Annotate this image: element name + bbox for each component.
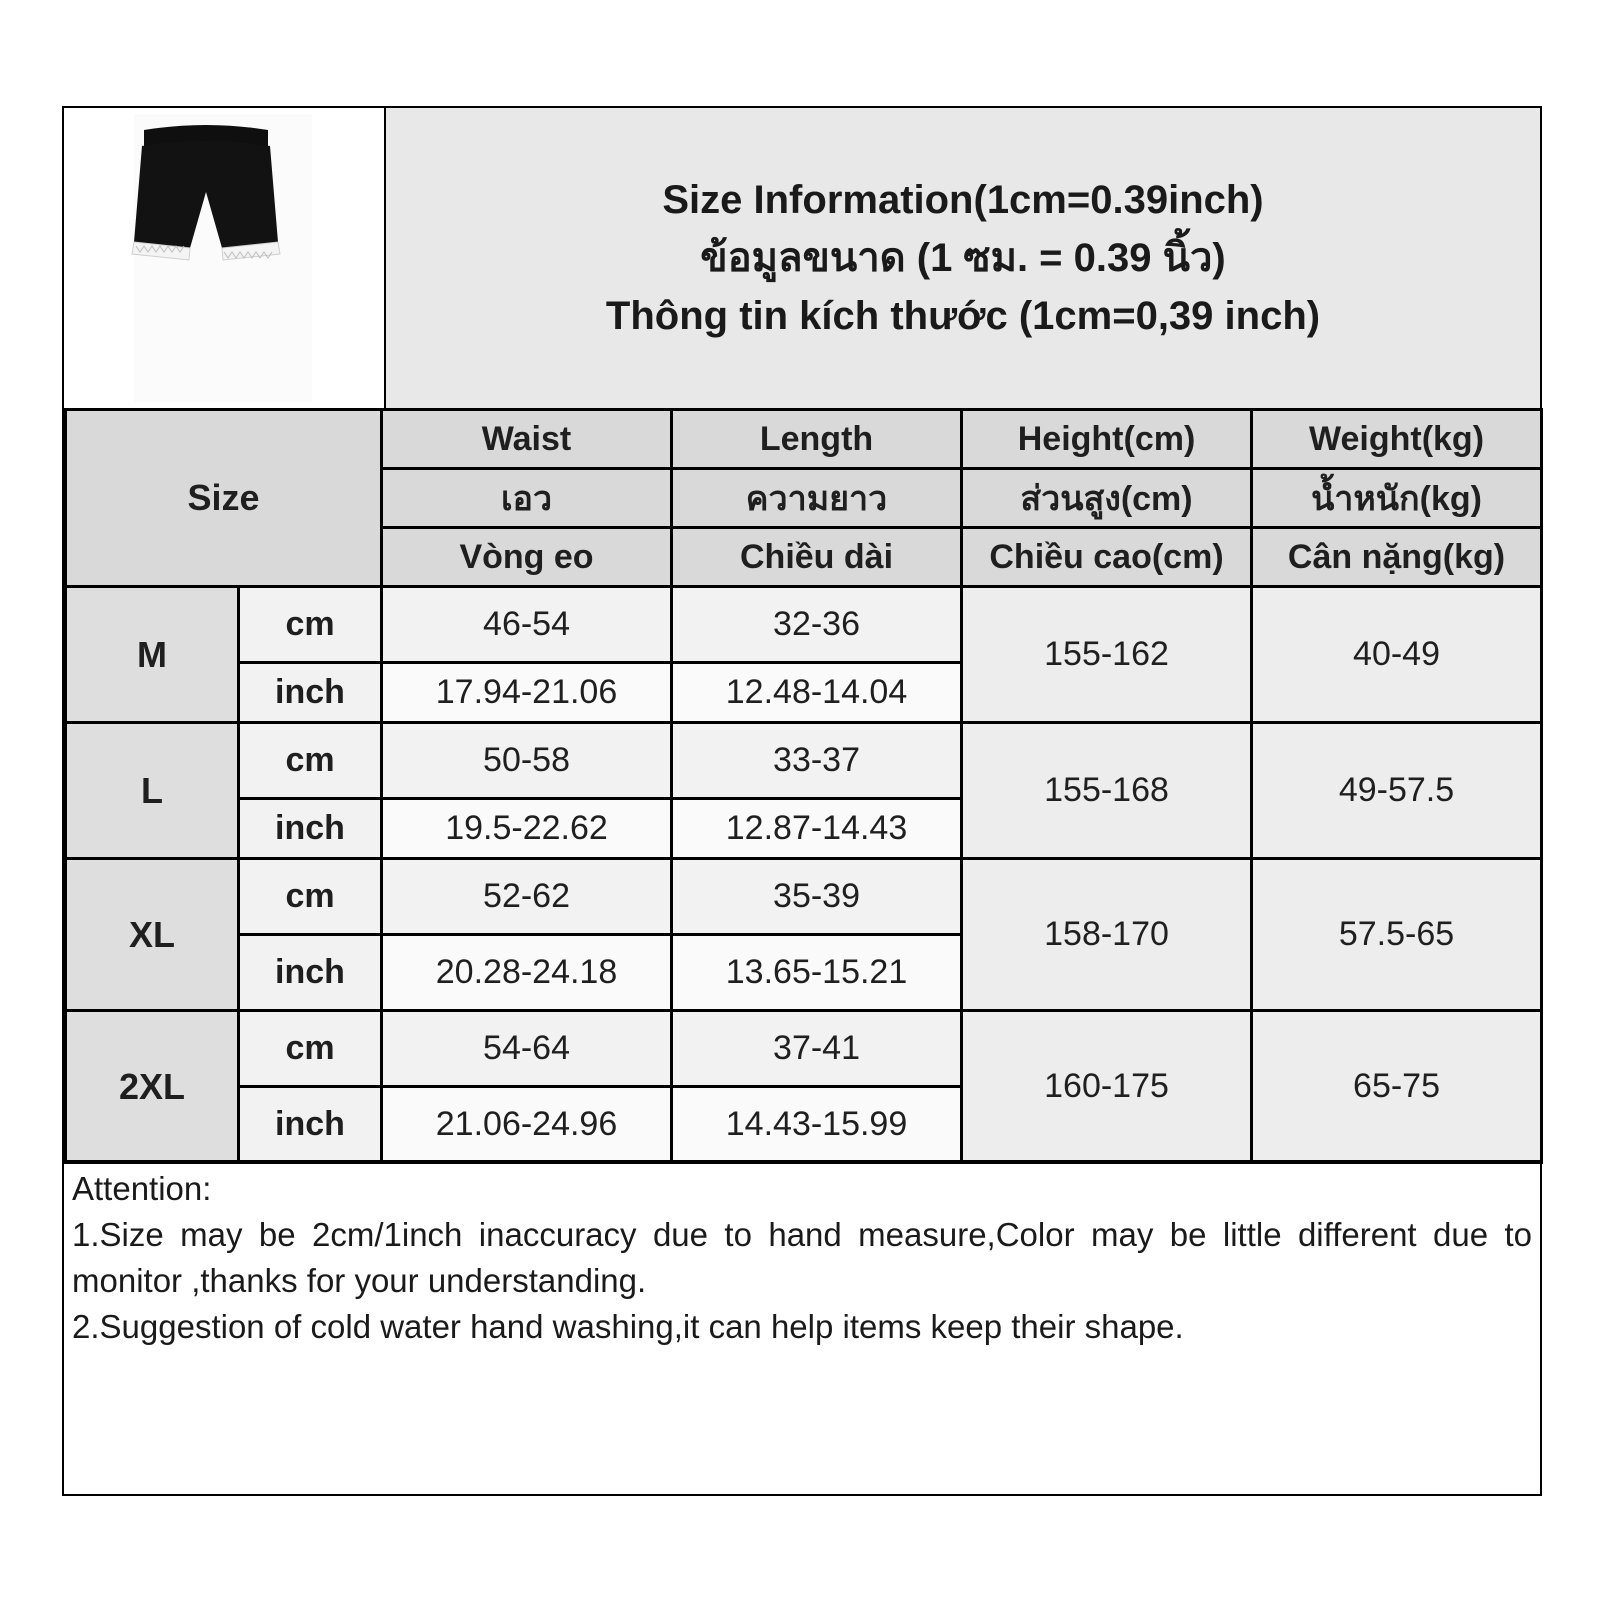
size-column-header: Size: [66, 410, 382, 587]
attention-item-1: 1.Size may be 2cm/1inch inaccuracy due to hand measure,Color may be little different due to monitor ,thanks for your understanding.: [72, 1216, 1532, 1299]
header-waist-vi: Vòng eo: [382, 528, 672, 587]
waist-inch: 19.5-22.62: [382, 799, 672, 859]
attention-notes: [64, 1160, 1540, 1494]
size-table: [64, 408, 1543, 1164]
header-length-en: Length: [672, 410, 962, 469]
waist-cm: 50-58: [382, 723, 672, 799]
unit-inch: inch: [239, 663, 382, 723]
black-shorts-icon: [126, 122, 286, 272]
size-label: M: [66, 587, 239, 723]
unit-cm: cm: [239, 587, 382, 663]
waist-cm: 54-64: [382, 1011, 672, 1087]
size-label: L: [66, 723, 239, 859]
unit-cm: cm: [239, 1011, 382, 1087]
height-range: 160-175: [962, 1011, 1252, 1163]
size-label: 2XL: [66, 1011, 239, 1163]
length-inch: 13.65-15.21: [672, 935, 962, 1011]
unit-cm: cm: [239, 859, 382, 935]
weight-range: 57.5-65: [1252, 859, 1542, 1011]
unit-cm: cm: [239, 723, 382, 799]
header-height-th: ส่วนสูง(cm): [962, 469, 1252, 528]
title-vietnamese: Thông tin kích thước (1cm=0,39 inch): [605, 294, 1321, 338]
header-height-vi: Chiều cao(cm): [962, 528, 1252, 587]
header-weight-vi: Cân nặng(kg): [1252, 528, 1542, 587]
weight-range: 40-49: [1252, 587, 1542, 723]
waist-cm: 46-54: [382, 587, 672, 663]
length-cm: 32-36: [672, 587, 962, 663]
length-cm: 37-41: [672, 1011, 962, 1087]
attention-item-2: 2.Suggestion of cold water hand washing,it can help items keep their shape.: [72, 1308, 1184, 1345]
unit-inch: inch: [239, 799, 382, 859]
header-length-th: ความยาว: [672, 469, 962, 528]
waist-inch: 20.28-24.18: [382, 935, 672, 1011]
waist-inch: 21.06-24.96: [382, 1087, 672, 1163]
table-row: [66, 723, 1542, 799]
length-cm: 35-39: [672, 859, 962, 935]
height-range: 158-170: [962, 859, 1252, 1011]
table-row: [66, 1011, 1542, 1087]
title-english: Size Information(1cm=0.39inch): [662, 178, 1264, 222]
unit-inch: inch: [239, 935, 382, 1011]
product-photo-cell: [64, 108, 386, 408]
weight-range: 65-75: [1252, 1011, 1542, 1163]
header-waist-en: Waist: [382, 410, 672, 469]
length-inch: 12.48-14.04: [672, 663, 962, 723]
header-weight-en: Weight(kg): [1252, 410, 1542, 469]
waist-cm: 52-62: [382, 859, 672, 935]
unit-inch: inch: [239, 1087, 382, 1163]
header-length-vi: Chiều dài: [672, 528, 962, 587]
size-info-title-block: [386, 108, 1540, 408]
attention-heading: Attention:: [72, 1170, 212, 1207]
height-range: 155-168: [962, 723, 1252, 859]
table-row: [66, 859, 1542, 935]
size-label: XL: [66, 859, 239, 1011]
height-range: 155-162: [962, 587, 1252, 723]
header-weight-th: น้ำหนัก(kg): [1252, 469, 1542, 528]
length-inch: 14.43-15.99: [672, 1087, 962, 1163]
table-row: [66, 587, 1542, 663]
header-height-en: Height(cm): [962, 410, 1252, 469]
length-inch: 12.87-14.43: [672, 799, 962, 859]
size-chart-header: [64, 108, 1540, 408]
length-cm: 33-37: [672, 723, 962, 799]
header-waist-th: เอว: [382, 469, 672, 528]
title-thai: ข้อมูลขนาด (1 ซม. = 0.39 นิ้ว): [700, 236, 1226, 280]
waist-inch: 17.94-21.06: [382, 663, 672, 723]
size-chart-sheet: [62, 106, 1542, 1496]
weight-range: 49-57.5: [1252, 723, 1542, 859]
header-row-english: [66, 410, 1542, 469]
